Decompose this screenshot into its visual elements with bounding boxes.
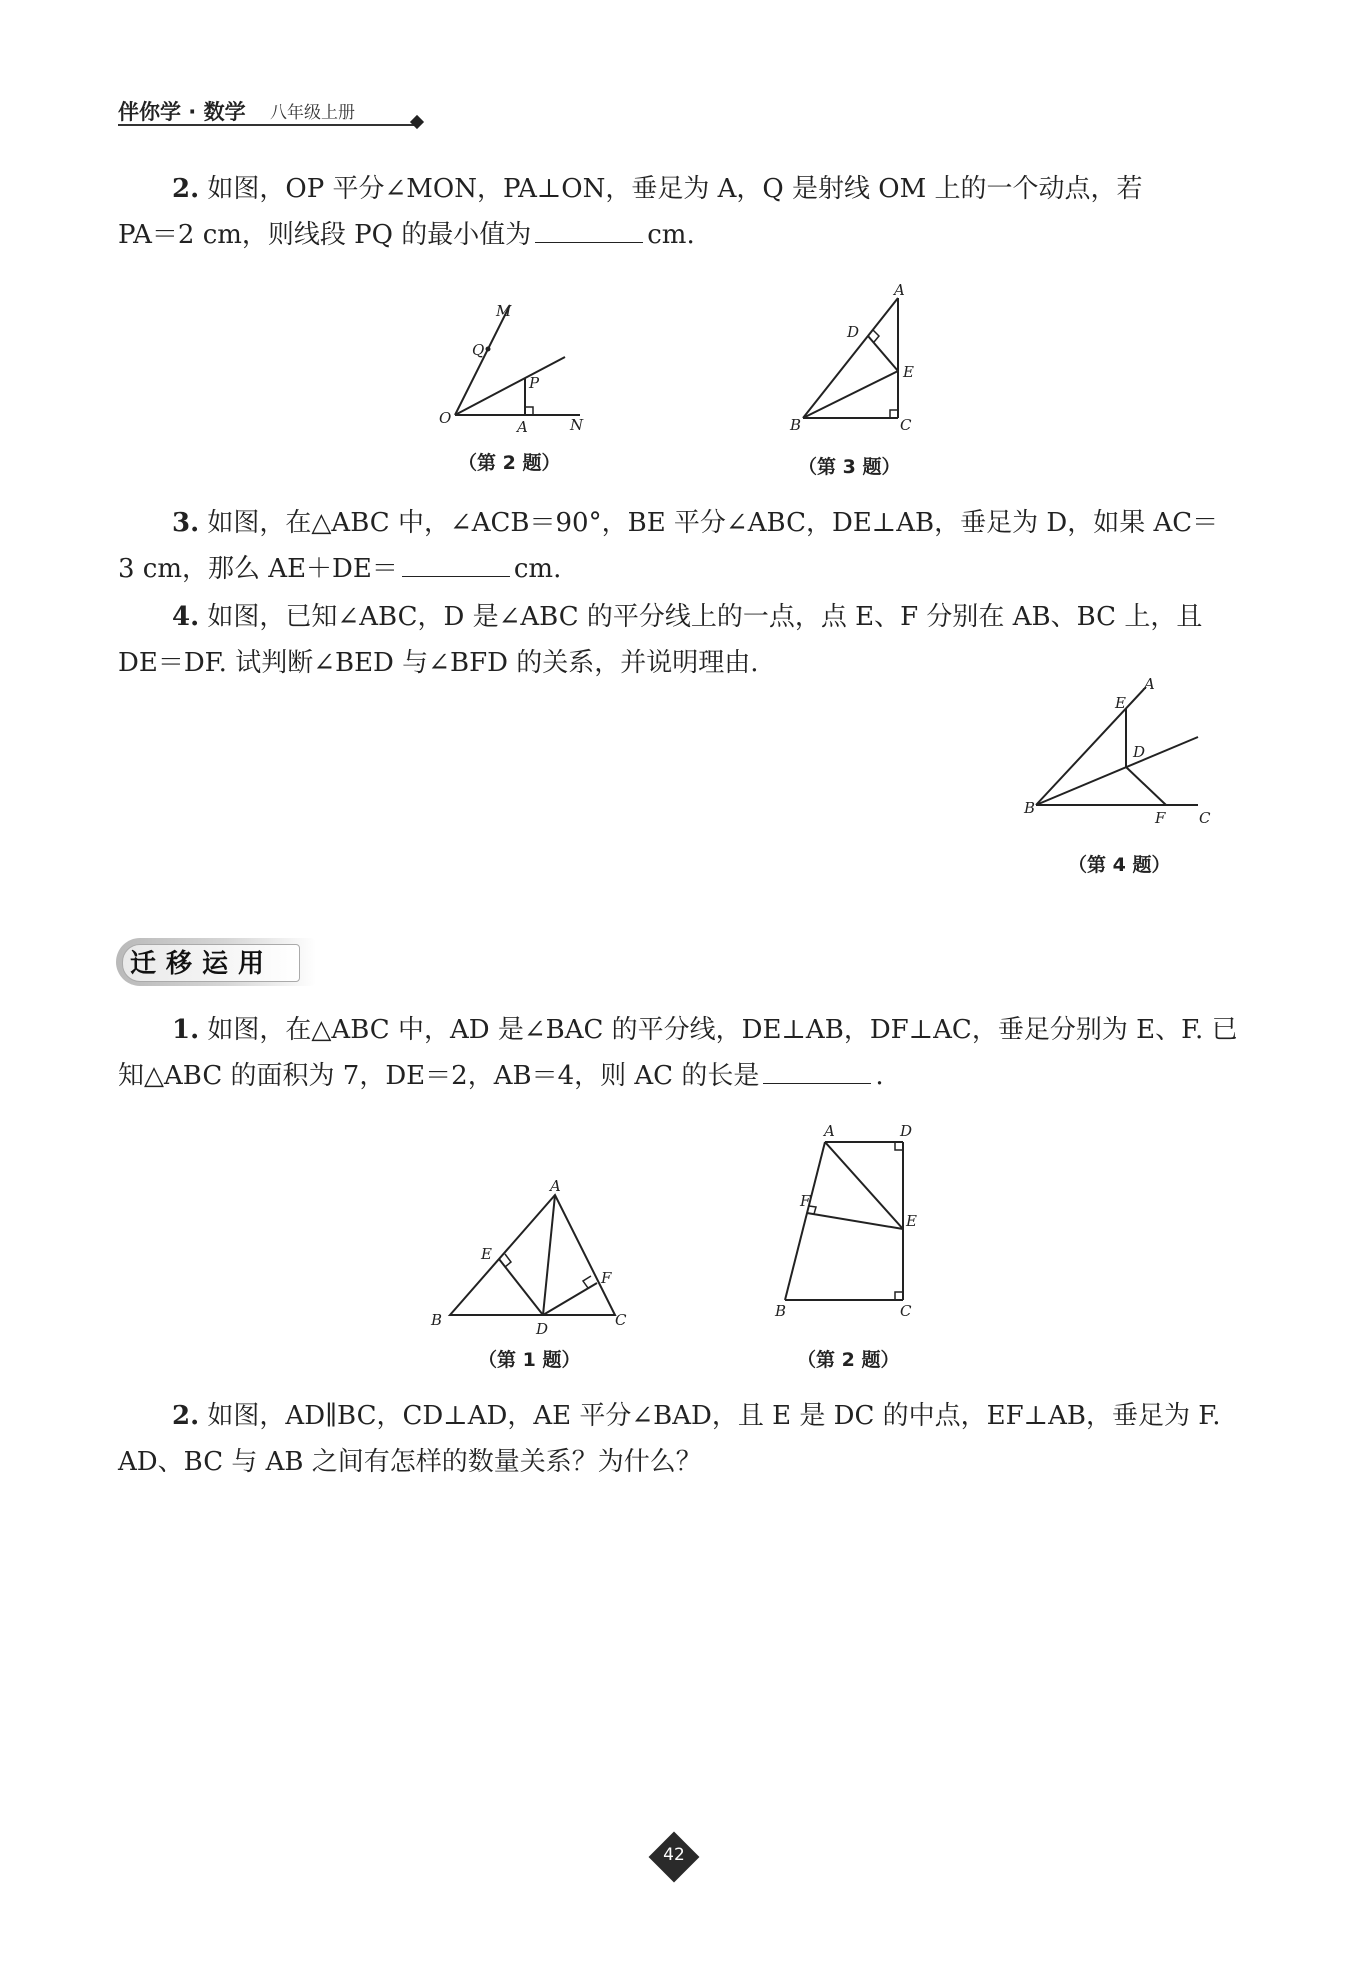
question-text-line1: 如图，OP 平分∠MON，PA⊥ON，垂足为 A，Q 是射线 OM 上的一个动点，若 (207, 174, 1143, 204)
label-a: A (517, 418, 528, 436)
label-b: B (1024, 799, 1036, 817)
answer-unit: cm. (513, 554, 562, 584)
question-number: 2. (172, 1401, 200, 1431)
right-angle-mark-c (890, 410, 898, 418)
label-d: D (536, 1320, 549, 1338)
label-a: A (1144, 675, 1155, 693)
question-number: 4. (172, 602, 200, 632)
ray-ba (1036, 687, 1146, 805)
label-m: M (496, 302, 512, 320)
question-text-line1: 如图，AD∥BC，CD⊥AD，AE 平分∠BAD，且 E 是 DC 的中点，EF⊥AB，垂足为 F. (207, 1401, 1221, 1431)
page-number: 42 (663, 1845, 685, 1865)
label-b: B (775, 1302, 787, 1320)
caption-fig-t1: （第 1 题） (478, 1349, 581, 1371)
caption-fig-q2: （第 2 题） (458, 452, 561, 474)
right-angle-mark-c (895, 1292, 903, 1300)
figure-t2 (770, 1118, 930, 1338)
segment-ab (785, 1142, 825, 1300)
section-title: 迁移运用 (130, 949, 275, 979)
bisector-ad (543, 1195, 555, 1315)
right-angle-mark-e (505, 1254, 511, 1267)
segment-ef (807, 1213, 903, 1229)
question-4 (118, 594, 1238, 686)
segment-de (868, 336, 898, 371)
label-a: A (894, 281, 905, 299)
label-e: E (906, 1212, 917, 1230)
bisector-bd (1036, 737, 1198, 805)
caption-fig-q3: （第 3 题） (798, 456, 901, 478)
question-text-line2: AD、BC 与 AB 之间有怎样的数量关系？为什么？ (118, 1447, 702, 1477)
label-n: N (570, 416, 584, 434)
label-b: B (431, 1311, 443, 1329)
label-a: A (550, 1177, 561, 1195)
segment-df (1126, 767, 1166, 805)
right-angle-mark-d (873, 330, 879, 342)
transfer-question-2 (118, 1393, 1238, 1485)
question-text-line1: 如图，在△ABC 中，AD 是∠BAC 的平分线，DE⊥AB，DF⊥AC，垂足分别为 E、F. 已 (207, 1015, 1238, 1045)
answer-blank[interactable] (535, 220, 643, 243)
triangle-abc (450, 1195, 615, 1315)
question-number: 1. (172, 1015, 200, 1045)
label-e: E (903, 363, 914, 381)
label-b: B (790, 416, 802, 434)
caption-fig-t2: （第 2 题） (797, 1349, 900, 1371)
header-rule (118, 124, 418, 126)
question-text-line2: 知△ABC 的面积为 7，DE＝2，AB＝4，则 AC 的长是 (118, 1061, 760, 1091)
answer-unit: cm. (647, 220, 695, 250)
figure-q4 (1018, 675, 1218, 835)
ray-om (455, 305, 510, 415)
label-c: C (615, 1311, 627, 1329)
label-c: C (900, 1302, 912, 1320)
bisector-ae (825, 1142, 903, 1229)
point-q (486, 347, 491, 352)
question-text-line2: 3 cm，那么 AE＋DE＝ (118, 554, 398, 584)
question-text-line2: PA＝2 cm，则线段 PQ 的最小值为 (118, 220, 532, 250)
segment-be (803, 371, 898, 418)
label-f: F (800, 1192, 811, 1210)
label-e: E (481, 1245, 492, 1263)
question-text-line1: 如图，已知∠ABC，D 是∠ABC 的平分线上的一点，点 E、F 分别在 AB、BC 上，且 (207, 602, 1203, 632)
label-e: E (1115, 694, 1126, 712)
book-volume: 八年级上册 (270, 103, 355, 123)
page-number-badge (649, 1832, 699, 1882)
side-ab (803, 298, 898, 418)
label-d: D (900, 1122, 913, 1140)
question-text-line2: DE＝DF. 试判断∠BED 与∠BFD 的关系，并说明理由. (118, 648, 759, 678)
label-d: D (1133, 743, 1146, 761)
label-a: A (824, 1122, 835, 1140)
segment-df (543, 1283, 597, 1315)
label-p: P (529, 374, 540, 392)
label-c: C (900, 416, 912, 434)
question-2 (118, 166, 1238, 258)
label-f: F (601, 1269, 612, 1287)
figure-q3 (785, 283, 925, 443)
answer-blank[interactable] (763, 1061, 871, 1084)
question-3 (118, 500, 1238, 592)
transfer-question-1 (118, 1007, 1238, 1099)
question-number: 3. (172, 508, 200, 538)
question-end: . (875, 1061, 884, 1091)
ray-op (455, 357, 565, 415)
label-d: D (847, 323, 860, 341)
right-angle-mark (525, 407, 533, 415)
section-banner (116, 938, 326, 988)
figure-q2 (430, 295, 600, 435)
label-c: C (1199, 809, 1211, 827)
page-header (118, 96, 418, 128)
caption-fig-q4: （第 4 题） (1068, 854, 1171, 876)
right-angle-mark-d (895, 1142, 903, 1150)
question-number: 2. (172, 174, 200, 204)
label-f: F (1155, 809, 1166, 827)
book-title: 伴你学 · 数学 (118, 100, 246, 124)
label-q: Q (472, 341, 485, 359)
answer-blank[interactable] (402, 554, 510, 577)
label-o: O (439, 409, 452, 427)
question-text-line1: 如图，在△ABC 中，∠ACB＝90°，BE 平分∠ABC，DE⊥AB，垂足为 D，如果 AC＝ (207, 508, 1219, 538)
figure-t1 (425, 1177, 635, 1340)
